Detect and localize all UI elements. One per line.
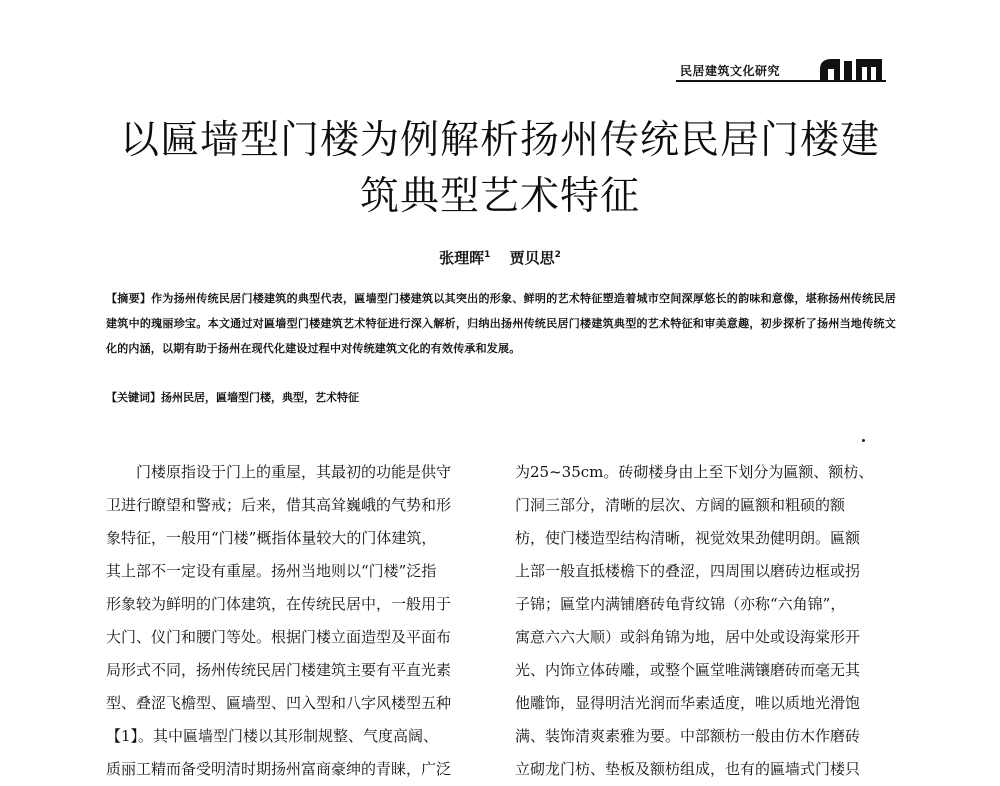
body-line: 满、装饰清爽素雅为要。中部额枋一般由仿木作磨砖 <box>515 727 861 745</box>
body-column-left <box>106 456 496 786</box>
running-header <box>676 57 896 87</box>
body-line: 立砌龙门枋、垫板及额枋组成，也有的匾墙式门楼只 <box>515 760 861 778</box>
running-header-rule <box>676 80 886 82</box>
author-1-affiliation: 1 <box>484 250 491 260</box>
author-2-name: 贾贝思 <box>509 249 555 267</box>
author-1-name: 张理晖 <box>439 249 485 267</box>
scan-speck <box>862 439 865 442</box>
title-line-1: 以匾墙型门楼为例解析扬州传统民居门楼建 <box>119 118 880 163</box>
title-line-2: 筑典型艺术特征 <box>359 174 640 219</box>
body-line: 门楼原指设于门上的重屋，其最初的功能是供守 <box>106 463 452 481</box>
body-line: 大门、仪门和腰门等处。根据门楼立面造型及平面布 <box>106 628 452 646</box>
author-2 <box>510 249 561 267</box>
body-line: 他雕饰，显得明洁光润而华素适度，唯以质地光滑饱 <box>515 694 861 712</box>
author-2-affiliation: 2 <box>554 250 561 260</box>
body-line: 质丽工精而备受明清时期扬州富商豪绅的青睐，广泛 <box>106 760 452 778</box>
body-line: 光、内饰立体砖雕，或整个匾堂唯满镶磨砖而毫无其 <box>515 661 861 679</box>
body-line: 局形式不同，扬州传统民居门楼建筑主要有平直光素 <box>106 661 452 679</box>
body-line: 上部一般直抵楼檐下的叠涩，四周围以磨砖边框或拐 <box>515 562 861 580</box>
journal-logo-icon <box>814 57 886 81</box>
abstract: 【摘要】作为扬州传统民居门楼建筑的典型代表，匾墙型门楼建筑以其突出的形象、鲜明的艺术特征塑造着城市空间深厚悠长的韵味和意像，堪称扬州传统民居建筑中的瑰丽珍宝。本文通过对匾墙型门楼建筑艺术特征进行深入解析，归纳出扬州传统民居门楼建筑典型的艺术特征和审美意趣，初步探析了扬州当地传统文化的内涵，以期有助于扬州在现代化建设过程中对传统建筑文化的有效传承和发展。 <box>106 292 896 355</box>
running-header-title: 民居建筑文化研究 <box>680 64 781 78</box>
body-line: 【1】。其中匾墙型门楼以其形制规整、气度高阔、 <box>106 727 439 745</box>
body-line: 型、叠涩飞檐型、匾墙型、凹入型和八字风楼型五种 <box>106 694 452 712</box>
body-line: 象特征，一般用“门楼”概指体量较大的门体建筑， <box>106 529 437 547</box>
body-line: 其上部不一定设有重屋。扬州当地则以“门楼”泛指 <box>106 562 437 580</box>
body-line: 门洞三部分，清晰的层次、方阔的匾额和粗硕的额 <box>515 496 846 514</box>
paper-title <box>60 113 940 225</box>
body-column-right <box>515 456 905 786</box>
author-list <box>0 247 1000 268</box>
body-line: 卫进行瞭望和警戒；后来，借其高耸巍峨的气势和形 <box>106 496 452 514</box>
author-1 <box>439 249 504 267</box>
body-line: 子锦；匾堂内满铺磨砖龟背纹锦（亦称“六角锦”， <box>515 595 846 613</box>
body-line: 为25~35cm。砖砌楼身由上至下划分为匾额、额枋、 <box>515 463 874 481</box>
body-line: 形象较为鲜明的门体建筑，在传统民居中，一般用于 <box>106 595 452 613</box>
keywords: 【关键词】扬州民居，匾墙型门楼，典型，艺术特征 <box>106 391 359 404</box>
body-line: 寓意六六大顺）或斜角锦为地，居中处或设海棠形开 <box>515 628 861 646</box>
body-line: 枋，使门楼造型结构清晰，视觉效果劲健明朗。匾额 <box>515 529 861 547</box>
